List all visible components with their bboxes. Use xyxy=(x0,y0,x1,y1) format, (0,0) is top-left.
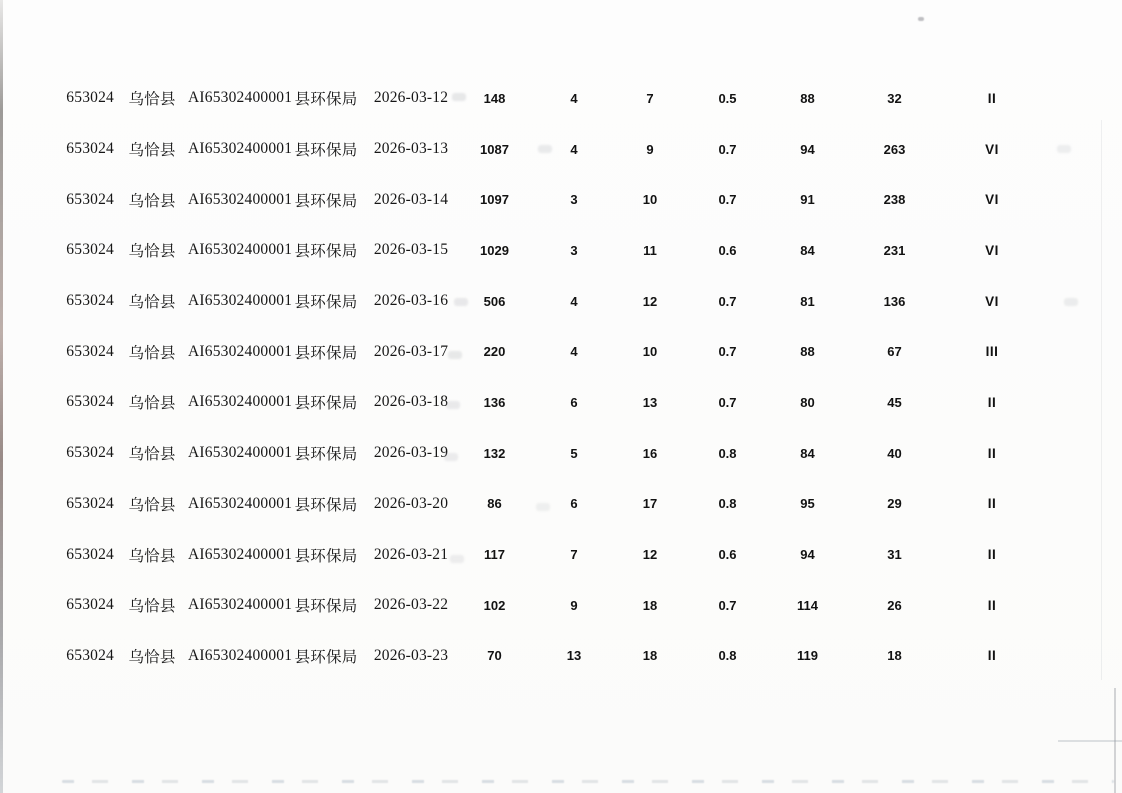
value-4-cell: 0.6 xyxy=(718,242,737,258)
value-5-cell: 88 xyxy=(800,90,815,106)
scan-dot-artifact xyxy=(918,17,924,21)
county-name-cell: 乌恰县 xyxy=(128,142,176,160)
value-1-cell: 132 xyxy=(483,445,506,461)
county-name-cell: 乌恰县 xyxy=(128,446,176,464)
value-5-cell: 80 xyxy=(800,394,815,410)
county-name-cell: 乌恰县 xyxy=(128,496,176,514)
grade-cell: VI xyxy=(985,242,999,258)
value-4-cell: 0.7 xyxy=(718,344,737,360)
value-4-cell: 0.7 xyxy=(718,293,737,309)
value-1-cell: 117 xyxy=(484,547,505,563)
table-row xyxy=(0,225,1122,276)
region-code-cell: 653024 xyxy=(66,494,114,512)
grade-cell: II xyxy=(987,394,997,410)
value-6-cell: 263 xyxy=(883,141,906,157)
region-code-cell: 653024 xyxy=(66,190,114,208)
report-date-cell: 2026-03-19 xyxy=(373,444,449,462)
value-2-cell: 6 xyxy=(570,496,578,512)
value-4-cell: 0.6 xyxy=(718,547,737,563)
region-code-cell: 653024 xyxy=(66,292,114,310)
grade-cell: II xyxy=(987,445,997,461)
value-3-cell: 18 xyxy=(642,648,658,664)
department-cell: 县环保局 xyxy=(294,648,358,666)
region-code-cell: 653024 xyxy=(66,444,114,462)
value-5-cell: 88 xyxy=(800,344,815,360)
station-id-cell: AI65302400001 xyxy=(188,545,293,563)
value-1-cell: 70 xyxy=(487,648,502,664)
value-3-cell: 16 xyxy=(642,445,658,461)
report-date-cell: 2026-03-20 xyxy=(373,494,449,512)
value-4-cell: 0.8 xyxy=(718,445,737,461)
value-2-cell: 3 xyxy=(570,242,578,258)
value-1-cell: 506 xyxy=(483,293,506,309)
region-code-cell: 653024 xyxy=(66,646,114,664)
region-code-cell: 653024 xyxy=(66,596,114,614)
report-date-cell: 2026-03-17 xyxy=(373,342,449,360)
value-5-cell: 119 xyxy=(797,648,818,664)
grade-cell: VI xyxy=(985,141,999,157)
value-2-cell: 4 xyxy=(570,344,578,360)
value-4-cell: 0.7 xyxy=(718,597,737,613)
value-5-cell: 81 xyxy=(800,293,815,309)
grade-cell: II xyxy=(987,597,997,613)
grade-cell: II xyxy=(987,648,997,664)
value-6-cell: 238 xyxy=(883,192,906,208)
department-cell: 县环保局 xyxy=(294,446,358,464)
county-name-cell: 乌恰县 xyxy=(128,243,176,261)
value-4-cell: 0.5 xyxy=(718,90,737,106)
value-1-cell: 86 xyxy=(487,496,502,512)
value-6-cell: 136 xyxy=(883,293,906,309)
value-5-cell: 94 xyxy=(800,547,815,563)
region-code-cell: 653024 xyxy=(66,89,114,107)
grade-cell: II xyxy=(987,90,997,106)
station-id-cell: AI65302400001 xyxy=(188,494,293,512)
department-cell: 县环保局 xyxy=(294,344,358,362)
county-name-cell: 乌恰县 xyxy=(128,547,176,565)
value-2-cell: 5 xyxy=(570,445,578,461)
table-row xyxy=(0,529,1122,580)
value-4-cell: 0.7 xyxy=(718,192,737,208)
value-6-cell: 29 xyxy=(887,496,902,512)
county-name-cell: 乌恰县 xyxy=(128,344,176,362)
region-code-cell: 653024 xyxy=(66,241,114,259)
value-5-cell: 84 xyxy=(800,445,815,461)
value-5-cell: 95 xyxy=(800,496,815,512)
value-6-cell: 18 xyxy=(887,648,902,664)
department-cell: 县环保局 xyxy=(294,598,358,616)
department-cell: 县环保局 xyxy=(294,192,358,210)
region-code-cell: 653024 xyxy=(66,545,114,563)
value-1-cell: 136 xyxy=(483,394,506,410)
value-2-cell: 13 xyxy=(566,648,582,664)
value-4-cell: 0.8 xyxy=(718,648,737,664)
value-6-cell: 45 xyxy=(887,394,902,410)
region-code-cell: 653024 xyxy=(66,342,114,360)
value-1-cell: 102 xyxy=(483,597,506,613)
report-date-cell: 2026-03-21 xyxy=(373,545,449,563)
station-id-cell: AI65302400001 xyxy=(188,241,293,259)
grade-cell: VI xyxy=(985,293,999,309)
value-6-cell: 67 xyxy=(887,344,902,360)
table-row xyxy=(0,276,1122,327)
value-5-cell: 114 xyxy=(797,597,818,613)
county-name-cell: 乌恰县 xyxy=(128,91,176,109)
report-date-cell: 2026-03-16 xyxy=(373,292,449,310)
data-table xyxy=(0,73,1122,681)
value-2-cell: 9 xyxy=(570,597,578,613)
value-5-cell: 84 xyxy=(800,242,815,258)
county-name-cell: 乌恰县 xyxy=(128,294,176,312)
station-id-cell: AI65302400001 xyxy=(188,342,293,360)
station-id-cell: AI65302400001 xyxy=(188,89,293,107)
value-3-cell: 18 xyxy=(642,597,658,613)
value-3-cell: 17 xyxy=(642,496,658,512)
value-6-cell: 31 xyxy=(887,547,902,563)
value-1-cell: 1087 xyxy=(480,141,509,157)
department-cell: 县环保局 xyxy=(294,294,358,312)
county-name-cell: 乌恰县 xyxy=(128,192,176,210)
value-3-cell: 9 xyxy=(646,141,654,157)
value-4-cell: 0.7 xyxy=(718,141,737,157)
report-date-cell: 2026-03-14 xyxy=(373,190,449,208)
scan-bottom-line-artifact xyxy=(62,780,1114,783)
station-id-cell: AI65302400001 xyxy=(188,190,293,208)
value-2-cell: 3 xyxy=(570,192,578,208)
grade-cell: II xyxy=(987,547,997,563)
value-1-cell: 1029 xyxy=(480,242,509,258)
table-row xyxy=(0,580,1122,631)
report-date-cell: 2026-03-22 xyxy=(373,596,449,614)
value-6-cell: 231 xyxy=(883,242,906,258)
department-cell: 县环保局 xyxy=(294,142,358,160)
county-name-cell: 乌恰县 xyxy=(128,598,176,616)
value-3-cell: 12 xyxy=(642,547,658,563)
value-5-cell: 94 xyxy=(800,141,815,157)
value-3-cell: 10 xyxy=(642,344,658,360)
station-id-cell: AI65302400001 xyxy=(188,140,293,158)
report-date-cell: 2026-03-18 xyxy=(373,393,449,411)
station-id-cell: AI65302400001 xyxy=(188,646,293,664)
table-row xyxy=(0,479,1122,530)
region-code-cell: 653024 xyxy=(66,393,114,411)
value-2-cell: 4 xyxy=(570,293,578,309)
value-3-cell: 13 xyxy=(642,394,658,410)
department-cell: 县环保局 xyxy=(294,395,358,413)
report-date-cell: 2026-03-12 xyxy=(373,89,449,107)
value-4-cell: 0.8 xyxy=(718,496,737,512)
station-id-cell: AI65302400001 xyxy=(188,393,293,411)
grade-cell: VI xyxy=(985,192,999,208)
value-1-cell: 220 xyxy=(483,344,506,360)
grade-cell: II xyxy=(987,496,997,512)
county-name-cell: 乌恰县 xyxy=(128,395,176,413)
department-cell: 县环保局 xyxy=(294,496,358,514)
value-2-cell: 4 xyxy=(570,90,578,106)
value-2-cell: 6 xyxy=(570,394,578,410)
value-2-cell: 4 xyxy=(570,141,578,157)
report-date-cell: 2026-03-23 xyxy=(373,646,449,664)
scan-bleedthrough-artifact xyxy=(452,93,466,101)
table-row xyxy=(0,326,1122,377)
value-1-cell: 148 xyxy=(483,90,506,106)
table-row xyxy=(0,124,1122,175)
value-3-cell: 12 xyxy=(642,293,658,309)
table-row xyxy=(0,428,1122,479)
value-3-cell: 11 xyxy=(643,242,657,258)
value-4-cell: 0.7 xyxy=(718,394,737,410)
scan-right-hline-artifact xyxy=(1058,740,1122,742)
table-row xyxy=(0,73,1122,124)
station-id-cell: AI65302400001 xyxy=(188,596,293,614)
report-date-cell: 2026-03-13 xyxy=(373,140,449,158)
value-3-cell: 10 xyxy=(642,192,658,208)
table-row xyxy=(0,377,1122,428)
value-6-cell: 32 xyxy=(887,90,902,106)
value-3-cell: 7 xyxy=(646,90,654,106)
county-name-cell: 乌恰县 xyxy=(128,648,176,666)
region-code-cell: 653024 xyxy=(66,140,114,158)
value-1-cell: 1097 xyxy=(480,192,509,208)
station-id-cell: AI65302400001 xyxy=(188,444,293,462)
value-5-cell: 91 xyxy=(800,192,815,208)
value-6-cell: 40 xyxy=(887,445,902,461)
scan-left-edge-artifact xyxy=(0,0,3,793)
table-row xyxy=(0,631,1122,682)
value-6-cell: 26 xyxy=(887,597,902,613)
grade-cell: III xyxy=(985,344,999,360)
scan-right-faint-line-artifact xyxy=(1101,120,1102,680)
table-row xyxy=(0,174,1122,225)
department-cell: 县环保局 xyxy=(294,91,358,109)
value-2-cell: 7 xyxy=(570,547,578,563)
report-date-cell: 2026-03-15 xyxy=(373,241,449,259)
department-cell: 县环保局 xyxy=(294,243,358,261)
station-id-cell: AI65302400001 xyxy=(188,292,293,310)
department-cell: 县环保局 xyxy=(294,547,358,565)
